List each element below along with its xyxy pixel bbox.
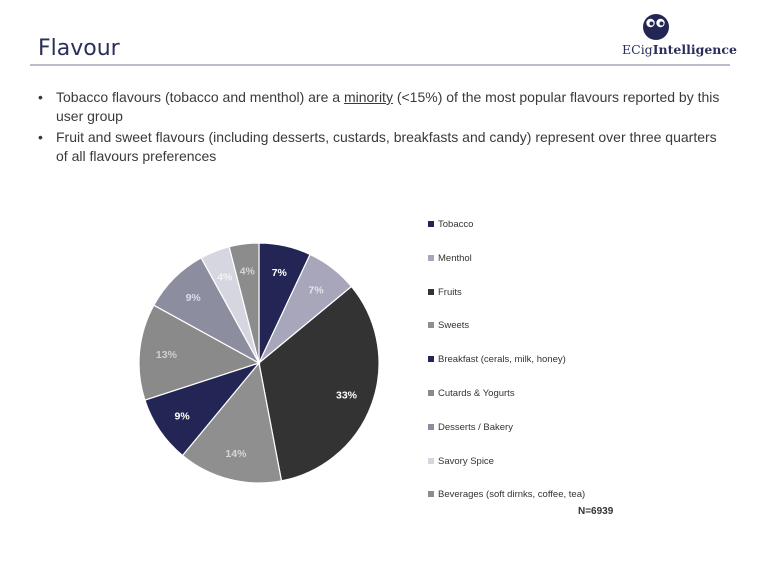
legend-swatch [428, 322, 434, 328]
legend-swatch [428, 390, 434, 396]
legend-swatch [428, 255, 434, 261]
pie-data-label: 9% [174, 410, 190, 423]
pie-data-label: 7% [308, 284, 324, 297]
legend-item [428, 455, 598, 468]
pie-data-label: 4% [217, 271, 233, 284]
sample-size-label: N=6939 [578, 506, 614, 517]
logo-wordmark-bold: Intelligence [652, 42, 737, 57]
legend-label: Savory Spice [438, 455, 494, 467]
legend-swatch [428, 458, 434, 464]
legend-label: Sweets [438, 320, 470, 332]
pie-data-label: 13% [155, 349, 177, 362]
pie-data-label: 9% [185, 292, 201, 305]
legend-item [428, 421, 598, 434]
bullet-text: Tobacco flavours (tobacco and menthol) are a [56, 89, 344, 105]
bullet-text: (<15%) of the most popular flavours reported by this user group [56, 89, 720, 124]
legend-label: Cutards & Yogurts [438, 388, 515, 399]
legend-label: Fruits [438, 286, 462, 298]
legend-item [428, 488, 598, 501]
legend-label: Menthol [438, 252, 472, 264]
legend-item [428, 218, 598, 231]
legend-swatch [428, 289, 434, 295]
pie-data-label: 33% [335, 389, 358, 402]
legend-swatch [428, 221, 434, 227]
legend-item [428, 387, 598, 400]
legend-label: Breakfast (cerals, milk, honey) [438, 354, 566, 366]
pie-data-label: 14% [225, 448, 247, 461]
legend-item [428, 286, 598, 299]
bullet-text: Fruit and sweet flavours (including desserts, custards, breakfasts and candy) represent over three quarters of all flavours preferences [56, 129, 717, 164]
legend-swatch [428, 491, 434, 497]
bullet-emphasis: minority [343, 89, 393, 105]
legend-item [428, 252, 598, 265]
legend-label: Tobacco [438, 219, 474, 230]
page-title: Flavour [38, 36, 120, 61]
legend-item [428, 319, 598, 332]
legend-swatch [428, 356, 434, 362]
legend-label: Desserts / Bakery [438, 421, 513, 433]
logo-wordmark-prefix: ECig [622, 42, 653, 57]
legend-swatch [428, 424, 434, 430]
pie-data-label: 4% [239, 265, 255, 278]
legend-item [428, 353, 598, 366]
pie-data-label: 7% [271, 267, 287, 280]
legend-label: Beverages (soft dirnks, coffee, tea) [438, 489, 586, 501]
